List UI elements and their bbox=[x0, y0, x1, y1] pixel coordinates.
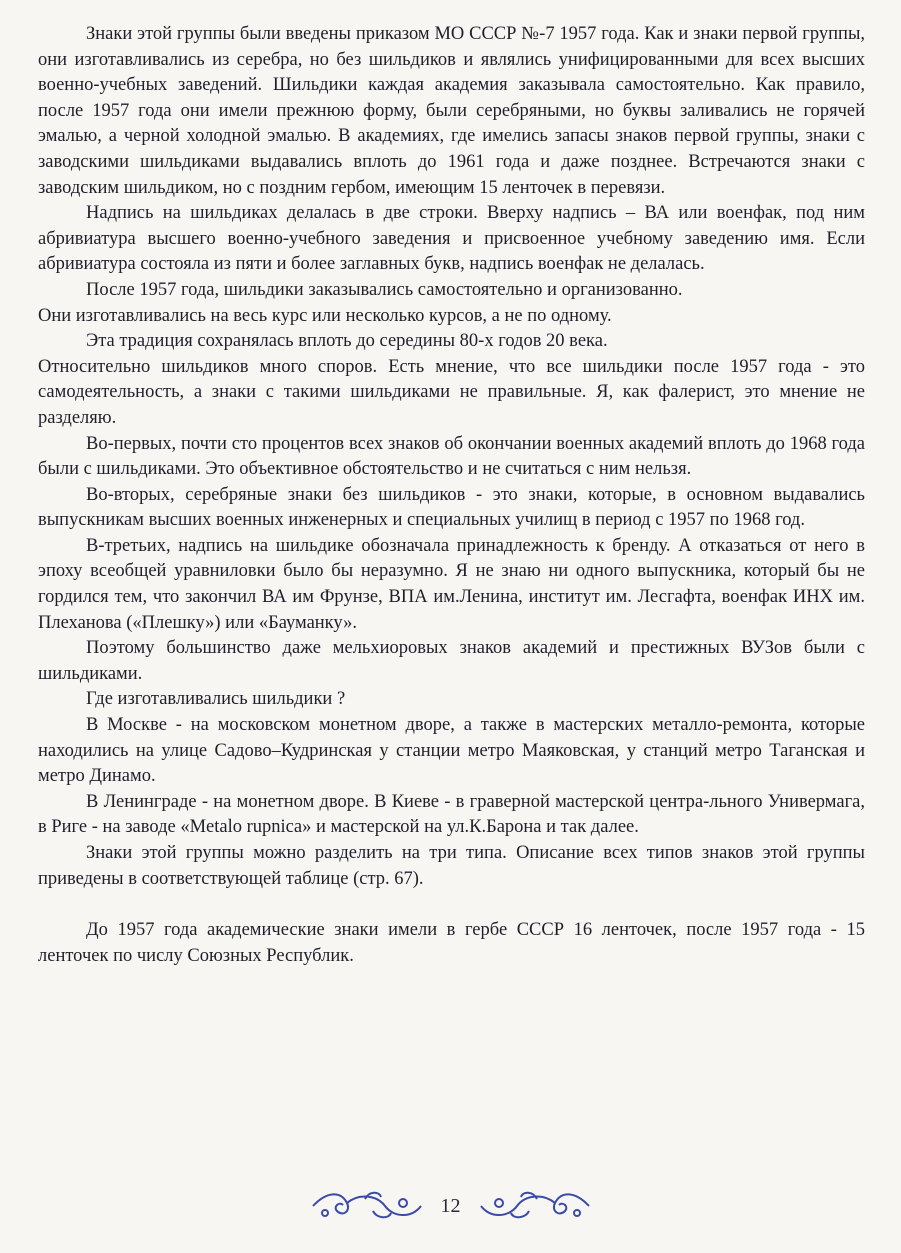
paragraph-12: В Москве - на московском монетном дворе, а также в мастерских металло-ремонта, которые находились на улице Садово–Кудринская у станции метро Маяковская, у станций метро Таганская и метро Динамо. bbox=[38, 715, 865, 787]
paragraph-5: Эта традиция сохранялась вплоть до середины 80-х годов 20 века. bbox=[86, 331, 608, 352]
paragraph-9: В-третьих, надпись на шильдике обозначала принадлежность к бренду. А отказаться от него в эпоху всеобщей уравниловки было бы неразумно. Я не знаю ни одного выпускника, который бы не гордился тем, что закончил ВА им Фрунзе, ВПА им.Ленина, институт им. Лесгафта, военфак ИНХ им. Плеханова («Плешку») или «Бауманку». bbox=[38, 535, 865, 633]
page-number: 12 bbox=[440, 1194, 461, 1217]
paragraph-8: Во-вторых, серебряные знаки без шильдиков - это знаки, которые, в основном выдавались выпускникам высших военных инженерных и специальных училищ в период с 1957 по 1968 год. bbox=[38, 484, 865, 531]
paragraph-2: Надпись на шильдиках делалась в две строки. Вверху надпись – ВА или военфак, под ним абривиатура высшего военно-учебного заведения и присвоенное учебному заведению имя. Если абривиатура состояла из пяти и более заглавных букв, надпись военфак не делалась. bbox=[38, 203, 865, 275]
paragraph-6: Относительно шильдиков много споров. Есть мнение, что все шильдики после 1957 года - это самодеятельность, а знаки с такими шильдиками не правильные. Я, как фалерист, это мнение не разделяю. bbox=[38, 356, 865, 428]
paragraph-4: Они изготавливались на весь курс или несколько курсов, а не по одному. bbox=[38, 305, 612, 326]
floral-ornament-icon bbox=[307, 1189, 427, 1223]
page-footer bbox=[0, 1186, 901, 1226]
floral-ornament-icon bbox=[475, 1189, 595, 1223]
page-text bbox=[38, 22, 865, 969]
paragraph-13: В Ленинграде - на монетном дворе. В Киеве - в граверной мастерской центра-льного Универмага, в Риге - на заводе «Metalo rupnica» и мастерской на ул.К.Барона и так далее. bbox=[38, 791, 865, 838]
paragraph-1: Знаки этой группы были введены приказом МО СССР №-7 1957 года. Как и знаки первой группы, они изготавливались из серебра, но без шильдиков и являлись унифицированными для всех высших военно-учебных заведений. Шильдики каждая академия заказывала самостоятельно. Как правило, после 1957 года они имели прежнюю форму, были серебряными, но буквы заливались не горячей эмалью, а черной холодной эмалью. В академиях, где имелись запасы знаков первой группы, знаки с заводскими шильдиками выдавались вплоть до 1961 года и даже позднее. Встречаются знаки с заводским шильдиком, но с поздним гербом, имеющим 15 ленточек в перевязи. bbox=[38, 24, 865, 198]
paragraph-3: После 1957 года, шильдики заказывались самостоятельно и организованно. bbox=[86, 279, 683, 300]
paragraph-10: Поэтому большинство даже мельхиоровых знаков академий и престижных ВУЗов были с шильдиками. bbox=[38, 638, 865, 684]
paragraph-11: Где изготавливались шильдики ? bbox=[86, 689, 346, 710]
paragraph-15: До 1957 года академические знаки имели в гербе СССР 16 ленточек, после 1957 года - 15 ленточек по числу Союзных Республик. bbox=[38, 920, 865, 966]
paragraph-7: Во-первых, почти сто процентов всех знаков об окончании военных академий вплоть до 1968 года были с шильдиками. Это объективное обстоятельство и не считаться с ним нельзя. bbox=[38, 433, 865, 480]
paragraph-14: Знаки этой группы можно разделить на три типа. Описание всех типов знаков этой группы приведены в соответствующей таблице (стр. 67). bbox=[38, 843, 865, 889]
